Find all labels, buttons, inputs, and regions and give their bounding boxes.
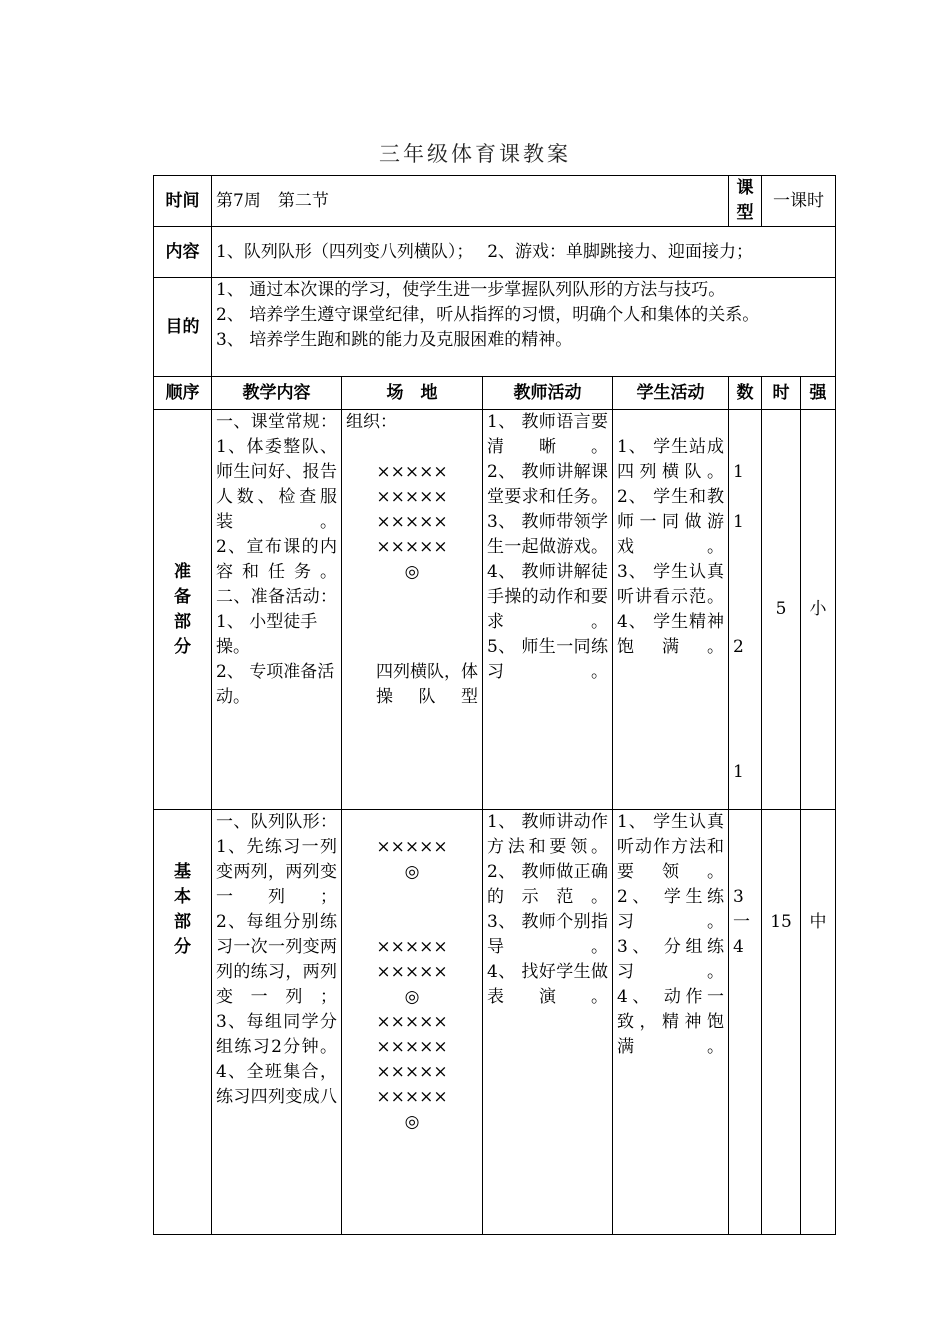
section-prep: 准 备 部 分 (154, 410, 212, 810)
content-value: 1、队列队形（四列变八列横队）； 2、游戏：单脚跳接力、迎面接力； (212, 227, 836, 278)
col-order: 顺序 (154, 377, 212, 410)
section-basic: 基 本 部 分 (154, 810, 212, 1235)
goal-label: 目的 (154, 278, 212, 377)
col-field: 场 地 (342, 377, 483, 410)
prep-content: 一、课堂常规： 1、体委整队、师生问好、报告人数、检查服装。 2、宣布课的内容和任务。 二、准备活动： 1、 小型徒手操。 2、 专项准备活动。 (212, 410, 342, 810)
basic-field: ××××× ◎ ××××× ××××× ◎ ××××× ××××× ××××× ××××× ◎ (342, 810, 483, 1235)
goal-item: 1、 通过本次课的学习，使学生进一步掌握队列队形的方法与技巧。 (216, 280, 726, 300)
col-content: 教学内容 (212, 377, 342, 410)
time-label: 时间 (154, 176, 212, 227)
prep-count: 1 1 2 1 (729, 410, 762, 810)
lesson-type-value: 一课时 (762, 176, 836, 227)
prep-time: 5 (762, 410, 801, 810)
content-label: 内容 (154, 227, 212, 278)
prep-field: 组织： ××××× ××××× ××××× ××××× ◎ 四列横队，体操队型 (342, 410, 483, 810)
goal-item: 2、 培养学生遵守课堂纪律，听从指挥的习惯，明确个人和集体的关系。 (216, 305, 760, 325)
prep-teacher: 1、 教师语言要清晰。 2、 教师讲解课堂要求和任务。 3、 教师带领学生一起做游戏。 4、 教师讲解徒手操的动作和要求。 5、 师生一同练习。 (483, 410, 613, 810)
col-count: 数 (729, 377, 762, 410)
goal-item: 3、 培养学生跑和跳的能力及克服困难的精神。 (216, 330, 573, 350)
col-time: 时 (762, 377, 801, 410)
lesson-type-label: 课型 (729, 176, 762, 227)
lesson-plan-table (153, 175, 836, 1235)
basic-count: 3 一 4 (729, 810, 762, 1235)
col-intensity: 强 (801, 377, 836, 410)
page-title: 三年级体育课教案 (379, 142, 571, 166)
col-teacher: 教师活动 (483, 377, 613, 410)
basic-teacher: 1、 教师讲动作方法和要领。 2、 教师做正确的示范。 3、 教师个别指导。 4、 找好学生做表演。 (483, 810, 613, 1235)
prep-student: 1、 学生站成四列横队。 2、 学生和教师一同做游戏。 3、 学生认真听讲看示范。 4、 学生精神饱满。 (613, 410, 729, 810)
basic-student: 1、 学生认真听动作方法和要领。 2、 学生练习。 3、 分组练习。 4、 动作一致，精神饱满。 (613, 810, 729, 1235)
prep-intensity: 小 (801, 410, 836, 810)
basic-time: 15 (762, 810, 801, 1235)
time-value: 第7周 第二节 (212, 176, 729, 227)
basic-intensity: 中 (801, 810, 836, 1235)
col-student: 学生活动 (613, 377, 729, 410)
basic-content: 一、队列队形： 1、先练习一列变两列，两列变一列； 2、每组分别练习一次一列变两列的练习，两列变一列； 3、每组同学分组练习2分钟。 4、全班集合，练习四列变成八 (212, 810, 342, 1235)
goal-list (212, 278, 836, 377)
